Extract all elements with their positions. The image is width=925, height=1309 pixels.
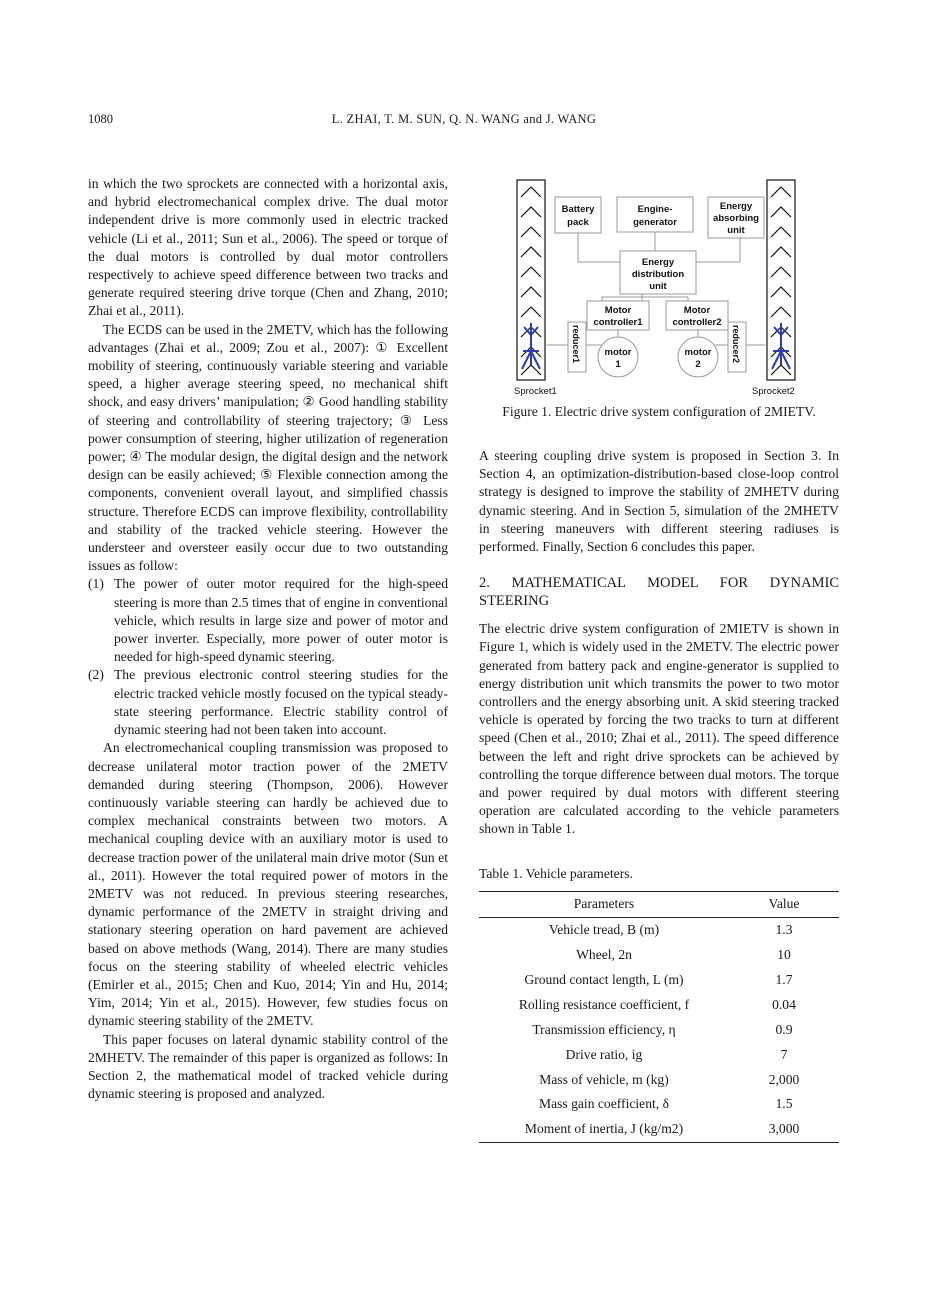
vehicle-parameters-table [479, 891, 839, 1143]
table-cell: Vehicle tread, B (m) [548, 922, 660, 938]
right-column [479, 447, 839, 1143]
reducer1-label: reducer1 [571, 325, 581, 364]
figure-1-diagram [510, 175, 810, 400]
section-heading: 2. MATHEMATICAL MODEL FOR DYNAMIC STEERING [479, 575, 839, 610]
table-row [479, 993, 839, 1018]
sprocket1-label: Sprocket1 [514, 386, 557, 397]
table-cell: Moment of inertia, J (kg/m2) [479, 1117, 729, 1142]
mc1-label-1: Motor [604, 305, 632, 316]
table-row [479, 943, 839, 968]
table-cell: 10 [777, 946, 791, 962]
energy-distribution-unit-box [620, 251, 696, 294]
column-header: Value [729, 891, 839, 917]
dist-label-2: distribution [631, 269, 685, 280]
list-text: The previous electronic control steering studies for the electric tracked vehicle mostly focused on the typical steady-state steering performance. Electric stability control of dynamic steering had not been taken into account. [114, 667, 448, 738]
table-row [479, 1092, 839, 1117]
engine-label-2: generator [633, 217, 677, 228]
dist-label-3: unit [649, 281, 667, 292]
table-cell: 0.9 [775, 1021, 793, 1037]
reducer2-label: reducer2 [731, 325, 741, 364]
energy-absorbing-unit-box [708, 197, 764, 238]
reducer2-box [728, 322, 746, 372]
absorb-label-1: Energy [719, 201, 753, 212]
engine-label-1: Engine- [637, 204, 673, 215]
paragraph: The electric drive system configuration of 2MIETV is shown in Figure 1, which is widely used in the 2METV. The electric power generated from battery pack and engine-generator is supplied to energy distribution unit which transmits the power to two motor controllers and the energy absorbing unit. A skid steering tracked vehicle is operated by forcing the two tracks to turn at different speed (Chen et al., 2010; Zhai et al., 2011). The speed difference between the left and right drive sprockets can be achieved by controlling the torque difference between dual motors. The torque and power required by dual motors with different steering operation are calculated according to the vehicle parameters shown in Table 1. [479, 621, 839, 837]
paragraph: An electromechanical coupling transmission was proposed to decrease unilateral motor traction power of the 2METV demanded during steering (Thompson, 2006). However continuously variable steering can hardly be achieved due to complex mechanical constraints between two motors. A mechanical coupling device with an auxiliary motor is used to decrease traction power of the unilateral main drive motor (Sun et al., 2011). However the total required power of motors in the 2METV was not reduced. In previous steering researches, dynamic performance of the 2METV in straight driving and stationary steering operation on hard pavement are achieved based on above methods (Wang, 2014). There are many studies focus on the steering stability of wheeled electric vehicles (Emirler et al., 2015; Chen and Kuo, 2014; Yin and Hu, 2014; Yim, 2014; Yin et al., 2015). However, few studies focus on dynamic steering stability of the 2METV. [88, 740, 448, 1029]
left-column [88, 175, 448, 1103]
engine-generator-box [617, 197, 693, 232]
motor2-label-2: 2 [695, 359, 701, 370]
motor-controller2-box [666, 301, 728, 330]
table-cell: 1.7 [775, 971, 793, 987]
list-text: The power of outer motor required for the high-speed steering is more than 2.5 times that of engine in conventional vehicle, which results in large size and power of motor and power inverter. Especially, more power of outer motor is needed for high-speed dynamic steering. [114, 576, 448, 665]
paragraph: The ECDS can be used in the 2METV, which has the following advantages (Zhai et al., 2009; Zou et al., 2007): ① Excellent mobility of steering, continuously variable steering and variable speed, a higher average steering speed, no mechanical shift shock, and easy drivers’ manipulation; ② Good handling stability of steering and controllability of steering trajectory; ③ Less power consumption of steering, higher utilization of regeneration power; ④ The modular design, the digital design and the network design can be easily achieved; ⑤ Flexible connection among the components, convenient overall layout, and simplified chassis structure. Therefore ECDS can improve flexibility, controllability and stability of the tracked vehicle steering. However the understeer and oversteer easily occur due to two outstanding issues as follow: [88, 321, 448, 574]
table-cell: Mass of vehicle, m (kg) [539, 1071, 669, 1087]
table-cell: Ground contact length, L (m) [524, 971, 684, 987]
motor2-label-1: motor [684, 347, 712, 358]
motor1-label-1: motor [604, 347, 632, 358]
table-cell: Drive ratio, ig [565, 1046, 643, 1062]
motor-controller1-box [587, 301, 649, 330]
table-cell: 1.3 [775, 922, 793, 938]
list-number: (1) [88, 576, 104, 592]
table-header-row [479, 891, 839, 917]
absorb-label-2: absorbing [713, 213, 759, 224]
column-header: Parameters [479, 891, 729, 917]
table-row [479, 1117, 839, 1142]
sprocket2-label: Sprocket2 [752, 386, 795, 397]
table-cell: Rolling resistance coefficient, f [518, 996, 690, 1012]
table-caption: Table 1. Vehicle parameters. [479, 865, 633, 881]
table-row [479, 1018, 839, 1043]
paragraph: This paper focuses on lateral dynamic stability control of the 2MHETV. The remainder of this paper is organized as follows: In Section 2, the mathematical model of tracked vehicle during dynamic steering is proposed and analyzed. [88, 1031, 448, 1102]
table-cell: 2,000 [768, 1071, 800, 1087]
dist-label-1: Energy [641, 257, 675, 268]
mc1-label-2: controller1 [593, 317, 643, 328]
table-cell: 1.5 [775, 1096, 793, 1112]
battery-pack-box [555, 197, 601, 233]
running-header [88, 112, 840, 132]
mc2-label-1: Motor [683, 305, 711, 316]
list-number: (2) [88, 667, 104, 683]
list-item [88, 666, 448, 739]
table-row [479, 1043, 839, 1068]
table-cell: Mass gain coefficient, δ [539, 1096, 669, 1112]
page-number: 1080 [88, 112, 113, 126]
table-row [479, 918, 839, 943]
reducer1-box [568, 322, 586, 372]
sprocket2-symbol [772, 323, 790, 369]
table-row [479, 1068, 839, 1093]
table-row [479, 968, 839, 993]
table-cell: 3,000 [729, 1117, 839, 1142]
table-cell: 7 [780, 1046, 788, 1062]
mc2-label-2: controller2 [672, 317, 722, 328]
motor1-circle [598, 337, 638, 377]
paragraph: in which the two sprockets are connected with a horizontal axis, and hybrid electromechanical complex drive. The dual motor independent drive is more commonly used in electric tracked vehicle (Li et al., 2011; Sun et al., 2006). The speed or torque of the dual motors is controlled by dual motor controllers respectively to achieve speed difference between two tracks and generate required steering drive torque (Chen and Zhang, 2010; Zhai et al., 2011). [88, 176, 448, 319]
sprocket1-symbol [522, 323, 540, 369]
motor2-circle [678, 337, 718, 377]
battery-label-1: Battery [561, 204, 595, 215]
table-cell: Transmission efficiency, η [532, 1021, 676, 1037]
table-cell: 0.04 [772, 996, 796, 1012]
figure-caption: Figure 1. Electric drive system configuration of 2MIETV. [502, 404, 816, 419]
absorb-label-3: unit [727, 225, 745, 236]
battery-label-2: pack [567, 217, 589, 228]
motor1-label-2: 1 [615, 359, 621, 370]
running-header-authors: L. ZHAI, T. M. SUN, Q. N. WANG and J. WANG [331, 112, 597, 126]
list-item [88, 575, 448, 666]
paragraph: A steering coupling drive system is proposed in Section 3. In Section 4, an optimization-distribution-based close-loop control strategy is designed to improve the stability of 2MHETV during dynamic steering. And in Section 5, simulation of the 2MHETV in steering maneuvers with different steering radiuses is performed. Finally, Section 6 concludes this paper. [479, 448, 839, 555]
table-cell: Wheel, 2n [576, 946, 632, 962]
